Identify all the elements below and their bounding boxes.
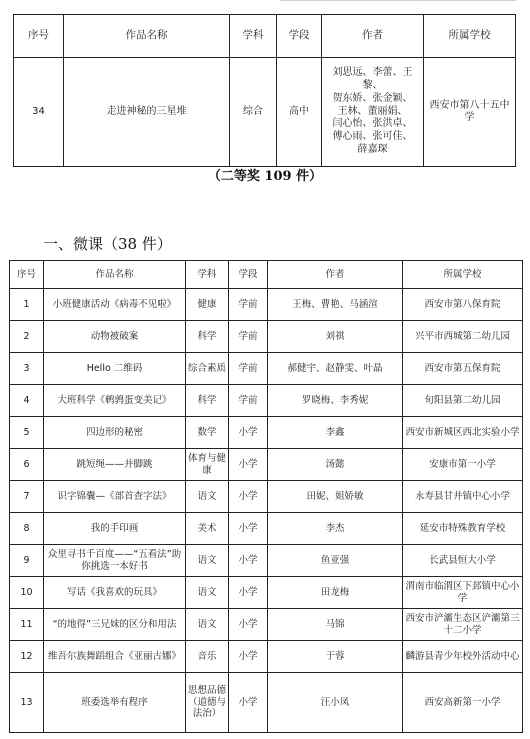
cell-authors: 于蓉 [268,641,403,673]
cell-school: 西安市第八十五中学 [424,58,516,167]
header-authors: 作者 [268,261,403,289]
cell-school: 西安市浐灞生态区浐灞第三十二小学 [403,609,523,641]
header-title: 作品名称 [64,15,230,58]
cell-school: 永寿县甘井镇中心小学 [403,481,523,513]
cell-authors: 田龙梅 [268,577,403,609]
cell-subject: 综合 [230,58,277,167]
cell-title: 小班健康活动《病毒不见啦》 [44,289,186,321]
cell-subject: 语文 [186,545,229,577]
cell-school: 渭南市临渭区下邽镇中心小学 [403,577,523,609]
cell-stage: 高中 [277,58,322,167]
cell-stage: 小学 [229,609,268,641]
award-heading: （二等奖 109 件） [207,169,323,184]
cell-authors: 刘祺 [268,321,403,353]
cell-school: 麟游县青少年校外活动中心 [403,641,523,673]
cell-stage: 学前 [229,353,268,385]
cell-subject: 科学 [186,385,229,417]
cell-no: 12 [10,641,44,673]
cell-subject: 语文 [186,609,229,641]
cell-subject: 美术 [186,513,229,545]
cell-stage: 小学 [229,449,268,481]
cell-school: 西安市第八保育院 [403,289,523,321]
header-authors: 作者 [322,15,424,58]
cell-title: 众里寻书千百度——“五看法”助你挑选一本好书 [44,545,186,577]
table-header-row [14,15,516,58]
cell-title: 大班科学《鹌鹑蛋变美记》 [44,385,186,417]
cell-no: 10 [10,577,44,609]
author-line: 王林、董丽娟、 [337,105,408,117]
cell-authors [322,58,424,167]
cell-no: 4 [10,385,44,417]
table-row [10,609,523,641]
cell-school: 兴平市西城第二幼儿园 [403,321,523,353]
section-heading: 一、微课（38 件） [43,235,172,253]
header-subject: 学科 [230,15,277,58]
header-subject: 学科 [186,261,229,289]
table-row [10,545,523,577]
table-row [10,449,523,481]
cell-subject: 语文 [186,577,229,609]
table-row [10,289,523,321]
header-no: 序号 [14,15,64,58]
cell-subject: 健康 [186,289,229,321]
cell-authors: 汤懿 [268,449,403,481]
cell-authors: 鱼亚强 [268,545,403,577]
header-school: 所属学校 [403,261,523,289]
header-school: 所属学校 [424,15,516,58]
micro-table-body [10,289,523,733]
header-stage: 学段 [229,261,268,289]
cell-authors: 李鑫 [268,417,403,449]
table-row [10,513,523,545]
cell-subject: 语文 [186,481,229,513]
cell-subject: 科学 [186,321,229,353]
cell-stage: 小学 [229,417,268,449]
cell-title: 动物被破案 [44,321,186,353]
cell-no: 6 [10,449,44,481]
cell-stage: 小学 [229,513,268,545]
cell-school: 长武县恒大小学 [403,545,523,577]
header-stage: 学段 [277,15,322,58]
cell-title: 班委选举有程序 [44,673,186,733]
cell-stage: 学前 [229,321,268,353]
cell-title: 写话《我喜欢的玩具》 [44,577,186,609]
cell-no: 9 [10,545,44,577]
author-line: 刘思远、李蕾、王黎、 [332,67,413,91]
cell-subject: 音乐 [186,641,229,673]
cell-school: 西安市新城区西北实验小学 [403,417,523,449]
cell-authors: 马锦 [268,609,403,641]
cell-school: 西安市第五保育院 [403,353,523,385]
cell-authors: 王梅、曹艳、马涵渲 [268,289,403,321]
table-row [10,481,523,513]
cell-no: 11 [10,609,44,641]
cell-stage: 学前 [229,385,268,417]
header-no: 序号 [10,261,44,289]
cell-school: 延安市特殊教育学校 [403,513,523,545]
table-row [10,673,523,733]
author-line: 傅心雨、张可佳、 [332,131,413,143]
cell-title: 走进神秘的三星堆 [64,58,230,167]
micro-course-table [9,260,523,733]
cell-title: 维吾尔族舞蹈组合《亚丽古娜》 [44,641,186,673]
cell-no: 2 [10,321,44,353]
cell-stage: 学前 [229,289,268,321]
cell-title: 我的手印画 [44,513,186,545]
cell-no: 3 [10,353,44,385]
cell-no: 5 [10,417,44,449]
cell-subject: 体育与健康 [186,449,229,481]
cell-school: 旬阳县第二幼儿园 [403,385,523,417]
cell-title: “的地得”三兄妹的区分和用法 [44,609,186,641]
table-row [14,58,516,167]
cell-subject: 数学 [186,417,229,449]
table-header-row [10,261,523,289]
cell-subject: 综合素质 [186,353,229,385]
table-row [10,417,523,449]
table-row [10,577,523,609]
cell-authors: 汪小凤 [268,673,403,733]
author-line: 贺东娇、张金颖、 [332,92,413,104]
cell-authors: 罗晓梅、李秀妮 [268,385,403,417]
page-top-rule [280,0,516,3]
cell-no: 13 [10,673,44,733]
cell-stage: 小学 [229,577,268,609]
cell-title: 识字锦囊—《部首查字法》 [44,481,186,513]
cell-stage: 小学 [229,641,268,673]
cell-no: 7 [10,481,44,513]
cell-title: 跳短绳——并脚跳 [44,449,186,481]
author-line: 薛嘉琛 [357,143,388,155]
cell-no: 1 [10,289,44,321]
cell-no: 8 [10,513,44,545]
cell-authors: 郝健宇、赵静雯、叶晶 [268,353,403,385]
author-line: 闫心怡、张洪卓、 [332,118,413,130]
award-table-continued [13,14,516,167]
cell-stage: 小学 [229,545,268,577]
header-title: 作品名称 [44,261,186,289]
cell-authors: 李杰 [268,513,403,545]
cell-stage: 小学 [229,481,268,513]
cell-title: 四边形的秘密 [44,417,186,449]
table-row [10,385,523,417]
cell-authors: 田妮、姐娇敏 [268,481,403,513]
cell-title: Hello 二维码 [44,353,186,385]
cell-school: 安康市第一小学 [403,449,523,481]
table-row [10,353,523,385]
table-row [10,641,523,673]
cell-subject: 思想品德（道德与法治） [186,673,229,733]
cell-no: 34 [14,58,64,167]
table-row [10,321,523,353]
cell-school: 西安高新第一小学 [403,673,523,733]
cell-stage: 小学 [229,673,268,733]
